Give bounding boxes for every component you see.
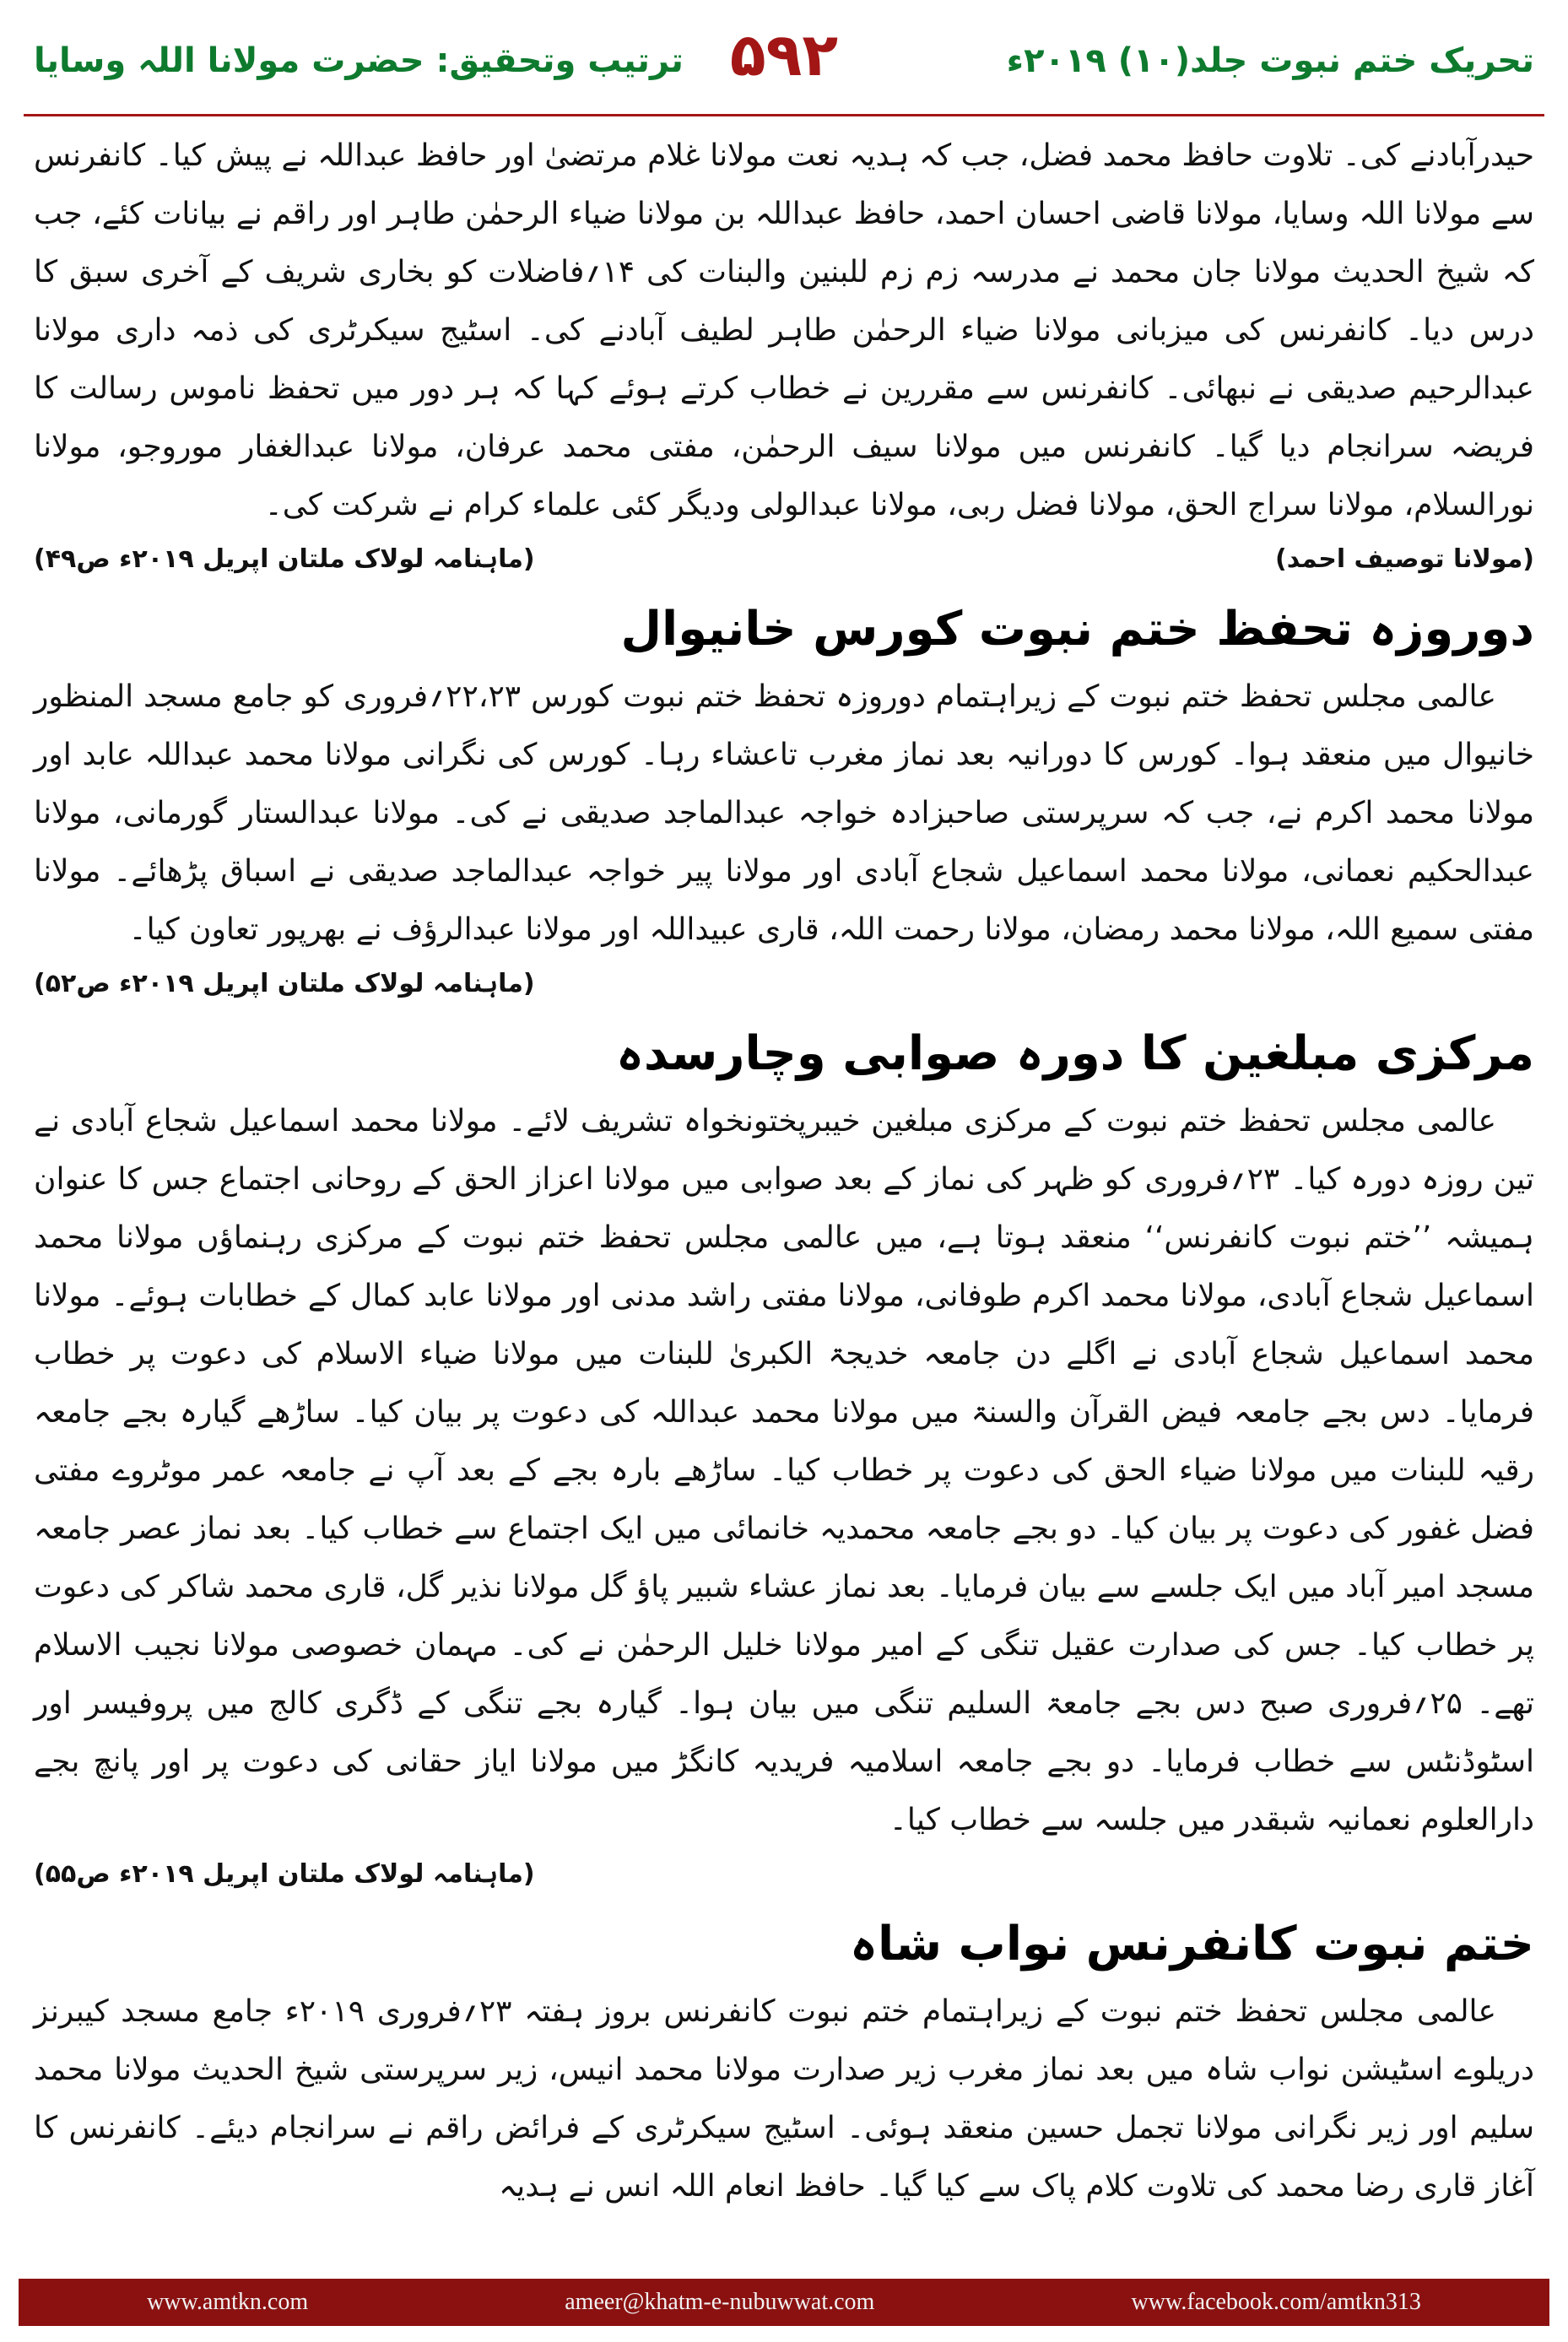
page-number: ۵۹۲ — [729, 20, 839, 89]
section-heading-nawabshah: ختم نبوت کانفرنس نواب شاہ — [850, 1917, 1534, 1971]
footer-website-link[interactable]: www.amtkn.com — [147, 2289, 309, 2315]
section-paragraph-nawabshah: عالمی مجلس تحفظ ختم نبوت کے زیراہتمام ختم نبوت کانفرنس بروز ہفتہ ۲۳؍فروری ۲۰۱۹ء جامع مسجد کیبرنز دریلوے اسٹیشن نواب شاہ میں بعد نماز مغرب زیر صدارت مولانا محمد انیس، زیر سرپرستی شیخ الحدیث مولانا محمد سلیم اور زیر نگرانی مولانا تجمل حسین منعقد ہوئی۔ اسٹیج سیکرٹری کے فرائض راقم نے سرانجام دیئے۔ کانفرنس کا آغاز قاری رضا محمد کی تلاوت کلام پاک سے کیا گیا۔ حافظ انعام اللہ انس نے ہدیہ — [34, 1994, 1534, 2204]
section-source-khanewal: (ماہنامہ لولاک ملتان اپریل ۲۰۱۹ء ص۵۲) — [34, 969, 535, 998]
header-compiler: ترتیب وتحقیق: حضرت مولانا اللہ وسایا — [34, 41, 684, 80]
page-content — [34, 127, 1534, 2215]
header-book-title: تحریک ختم نبوت جلد(۱۰) ۲۰۱۹ء — [1006, 41, 1534, 80]
page-header — [34, 19, 1534, 103]
section-source-swabi: (ماہنامہ لولاک ملتان اپریل ۲۰۱۹ء ص۵۵) — [34, 1859, 535, 1889]
footer-email-link[interactable]: ameer@khatm-e-nubuwwat.com — [565, 2289, 875, 2315]
intro-source: (ماہنامہ لولاک ملتان اپریل ۲۰۱۹ء ص۴۹) — [34, 544, 535, 574]
intro-author: (مولانا توصیف احمد) — [1275, 544, 1534, 574]
section-heading-swabi: مرکزی مبلغین کا دورہ صوابی وچارسدہ — [616, 1026, 1534, 1081]
section-paragraph-swabi: عالمی مجلس تحفظ ختم نبوت کے مرکزی مبلغین خیبرپختونخواہ تشریف لائے۔ مولانا محمد اسماعیل شجاع آبادی نے تین روزہ دورہ کیا۔ ۲۳؍فروری کو ظہر کی نماز کے بعد صوابی میں مولانا اعزاز الحق کے روحانی اجتماع جس کا عنوان ہمیشہ ’’ختم نبوت کانفرنس‘‘ منعقد ہوتا ہے، میں عالمی مجلس تحفظ ختم نبوت کے مرکزی رہنماؤں مولانا محمد اسماعیل شجاع آبادی، مولانا محمد اکرم طوفانی، مولانا مفتی راشد مدنی اور مولانا عابد کمال کے خطابات ہوئے۔ مولانا محمد اسماعیل شجاع آبادی نے اگلے دن جامعہ خدیجۃ الکبریٰ للبنات میں مولانا ضیاء الاسلام کی دعوت پر خطاب فرمایا۔ دس بجے جامعہ فیض القرآن والسنۃ میں مولانا محمد عبداللہ کی دعوت پر بیان کیا۔ ساڑھے گیارہ بجے جامعہ رقیہ للبنات میں مولانا ضیاء الحق کی دعوت پر خطاب کیا۔ ساڑھے بارہ بجے کے بعد آپ نے جامعہ عمر موٹروے مفتی فضل غفور کی دعوت پر بیان کیا۔ دو بجے جامعہ محمدیہ خانمائی میں ایک اجتماع سے خطاب کیا۔ بعد نماز عصر جامعہ مسجد امیر آباد میں ایک جلسے سے بیان فرمایا۔ بعد نماز عشاء شبیر پاؤ گل مولانا نذیر گل، قاری محمد شاکر کی دعوت پر خطاب کیا۔ جس کی صدارت عقیل تنگی کے امیر مولانا خلیل الرحمٰن نے کی۔ مہمان خصوصی مولانا نجیب الاسلام تھے۔ ۲۵؍فروری صبح دس بجے جامعۃ السلیم تنگی میں بیان ہوا۔ گیارہ بجے تنگی کے ڈگری کالج میں پروفیسر اور اسٹوڈنٹس سے خطاب فرمایا۔ دو بجے جامعہ اسلامیہ فریدیہ کانگڑ میں مولانا ایاز حقانی کی دعوت پر اور پانچ بجے دارالعلوم نعمانیہ شبقدر میں جلسہ سے خطاب کیا۔ — [34, 1104, 1535, 1837]
intro-reference-line — [34, 534, 1534, 585]
page-footer — [19, 2279, 1549, 2326]
header-divider — [24, 114, 1544, 116]
footer-facebook-link[interactable]: www.facebook.com/amtkn313 — [1131, 2289, 1421, 2315]
intro-paragraph: حیدرآبادنے کی۔ تلاوت حافظ محمد فضل، جب کہ ہدیہ نعت مولانا غلام مرتضیٰ اور حافظ عبداللہ نے پیش کیا۔ کانفرنس سے مولانا اللہ وسایا، مولانا قاضی احسان احمد، حافظ عبداللہ بن مولانا ضیاء الرحمٰن طاہر اور راقم نے بیانات کئے، جب کہ شیخ الحدیث مولانا جان محمد نے مدرسہ زم زم للبنین والبنات کی ۱۴؍فاضلات کو بخاری شریف کے آخری سبق کا درس دیا۔ کانفرنس کی میزبانی مولانا ضیاء الرحمٰن طاہر لطیف آبادنے کی۔ اسٹیج سیکرٹری کی ذمہ داری مولانا عبدالرحیم صدیقی نے نبھائی۔ کانفرنس سے مقررین نے خطاب کرتے ہوئے کہا کہ ہر دور میں تحفظ ناموس رسالت کا فریضہ سرانجام دیا گیا۔ کانفرنس میں مولانا سیف الرحمٰن، مفتی محمد عرفان، مولانا عبدالغفار موروجو، مولانا نورالسلام، مولانا سراج الحق، مولانا فضل ربی، مولانا عبدالولی ودیگر کئی علماء کرام نے شرکت کی۔ — [34, 138, 1535, 522]
section-paragraph-khanewal: عالمی مجلس تحفظ ختم نبوت کے زیراہتمام دوروزہ تحفظ ختم نبوت کورس ۲۲،۲۳؍فروری کو جامع مسجد المنظور خانیوال میں منعقد ہوا۔ کورس کا دورانیہ بعد نماز مغرب تاعشاء رہا۔ کورس کی نگرانی مولانا محمد عبداللہ عابد اور مولانا محمد اکرم نے، جب کہ سرپرستی صاحبزادہ خواجہ عبدالماجد صدیقی نے کی۔ مولانا عبدالستار گورمانی، مولانا عبدالحکیم نعمانی، مولانا محمد اسماعیل شجاع آبادی اور مولانا پیر خواجہ عبدالماجد صدیقی نے اسباق پڑھائے۔ مولانا مفتی سمیع اللہ، مولانا محمد رمضان، مولانا رحمت اللہ، قاری عبیداللہ اور مولانا عبدالرؤف نے بھرپور تعاون کیا۔ — [34, 679, 1534, 947]
section-heading-khanewal: دوروزہ تحفظ ختم نبوت کورس خانیوال — [620, 602, 1534, 657]
